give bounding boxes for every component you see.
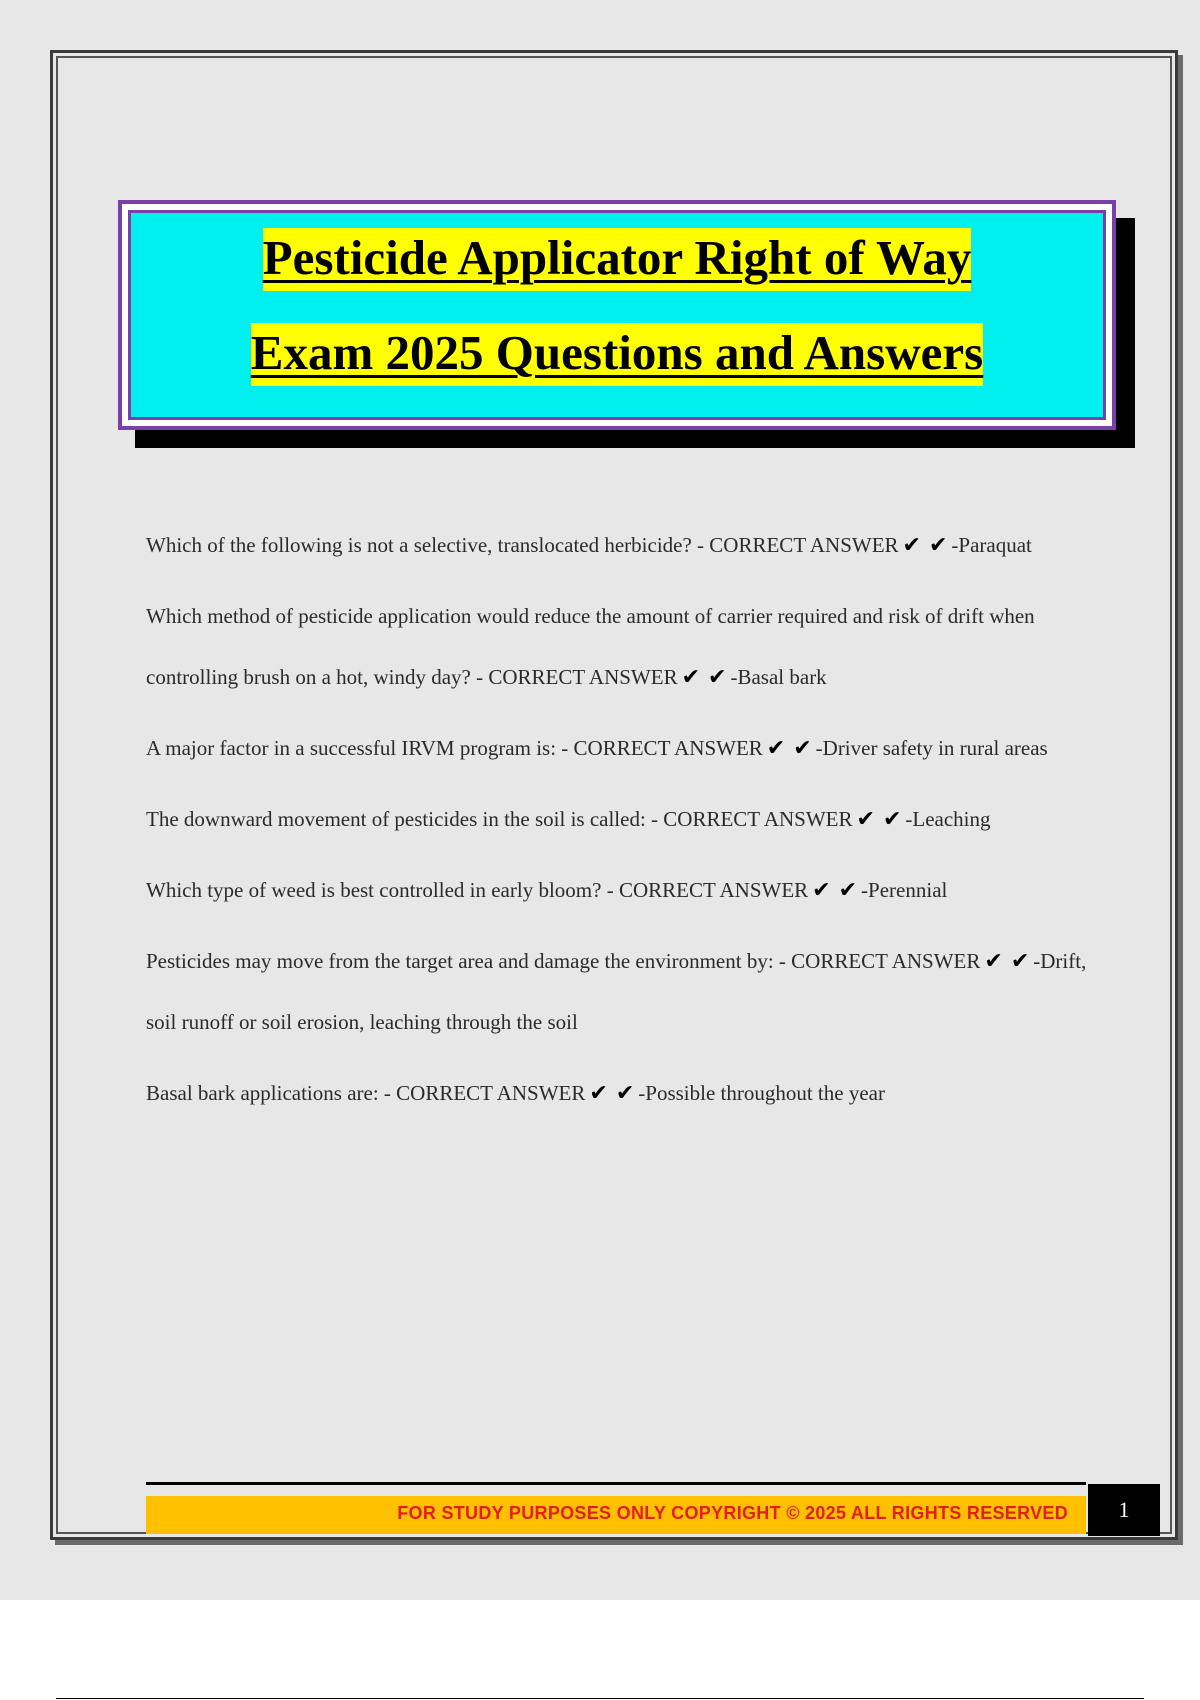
check-icon: ✔	[928, 533, 948, 558]
qa-list	[146, 515, 1096, 1134]
qa-item	[146, 586, 1096, 708]
check-icon: ✔	[681, 665, 701, 690]
answer-text: -Paraquat	[951, 533, 1032, 557]
title-line-2	[131, 325, 1103, 380]
title-line-2-text: Exam 2025 Questions and Answers	[251, 323, 983, 386]
check-icon: ✔	[1010, 949, 1030, 974]
check-icon: ✔	[838, 878, 858, 903]
answer-text: -Basal bark	[730, 665, 827, 689]
answer-text: -Possible throughout the year	[638, 1081, 885, 1105]
question-text: A major factor in a successful IRVM program is: - CORRECT ANSWER	[146, 736, 763, 760]
answer-text: -Driver safety in rural areas	[815, 736, 1048, 760]
qa-item	[146, 789, 1096, 850]
title-line-1-text: Pesticide Applicator Right of Way	[263, 228, 972, 291]
check-icon: ✔	[615, 1081, 635, 1106]
qa-item	[146, 931, 1096, 1053]
check-icon: ✔	[793, 736, 812, 761]
answer-text: -Perennial	[861, 878, 948, 902]
check-icon: ✔	[812, 878, 831, 903]
check-icon: ✔	[902, 533, 921, 558]
qa-item	[146, 515, 1096, 576]
title-box-inner	[128, 210, 1106, 420]
bottom-divider	[56, 1698, 1144, 1699]
answer-text: -Drift, soil runoff or soil erosion, leaching through the soil	[146, 949, 1087, 1034]
check-icon: ✔	[589, 1081, 608, 1106]
page-number: 1	[1088, 1484, 1160, 1536]
check-icon: ✔	[766, 736, 786, 761]
footer-bar	[146, 1496, 1086, 1534]
title-box	[118, 200, 1116, 430]
question-text: Which type of weed is best controlled in early bloom? - CORRECT ANSWER	[146, 878, 809, 902]
check-icon: ✔	[708, 665, 727, 690]
answer-text: -Leaching	[905, 807, 991, 831]
copyright-notice: FOR STUDY PURPOSES ONLY COPYRIGHT © 2025 ALL RIGHTS RESERVED	[397, 1503, 1068, 1523]
qa-item	[146, 860, 1096, 921]
question-text: Pesticides may move from the target area and damage the environment by: - CORRECT ANSWER	[146, 949, 981, 973]
footer-rule	[146, 1482, 1086, 1485]
qa-item	[146, 718, 1096, 779]
question-text: Which method of pesticide application would reduce the amount of carrier required and risk of drift when controlling brush on a hot, windy day? - CORRECT ANSWER	[146, 604, 1035, 689]
question-text: The downward movement of pesticides in the soil is called: - CORRECT ANSWER	[146, 807, 853, 831]
question-text: Basal bark applications are: - CORRECT ANSWER	[146, 1081, 586, 1105]
qa-item	[146, 1063, 1096, 1124]
check-icon: ✔	[984, 949, 1003, 974]
check-icon: ✔	[882, 807, 902, 832]
title-line-1	[131, 230, 1103, 285]
check-icon: ✔	[856, 807, 875, 832]
question-text: Which of the following is not a selective, translocated herbicide? - CORRECT ANSWER	[146, 533, 899, 557]
